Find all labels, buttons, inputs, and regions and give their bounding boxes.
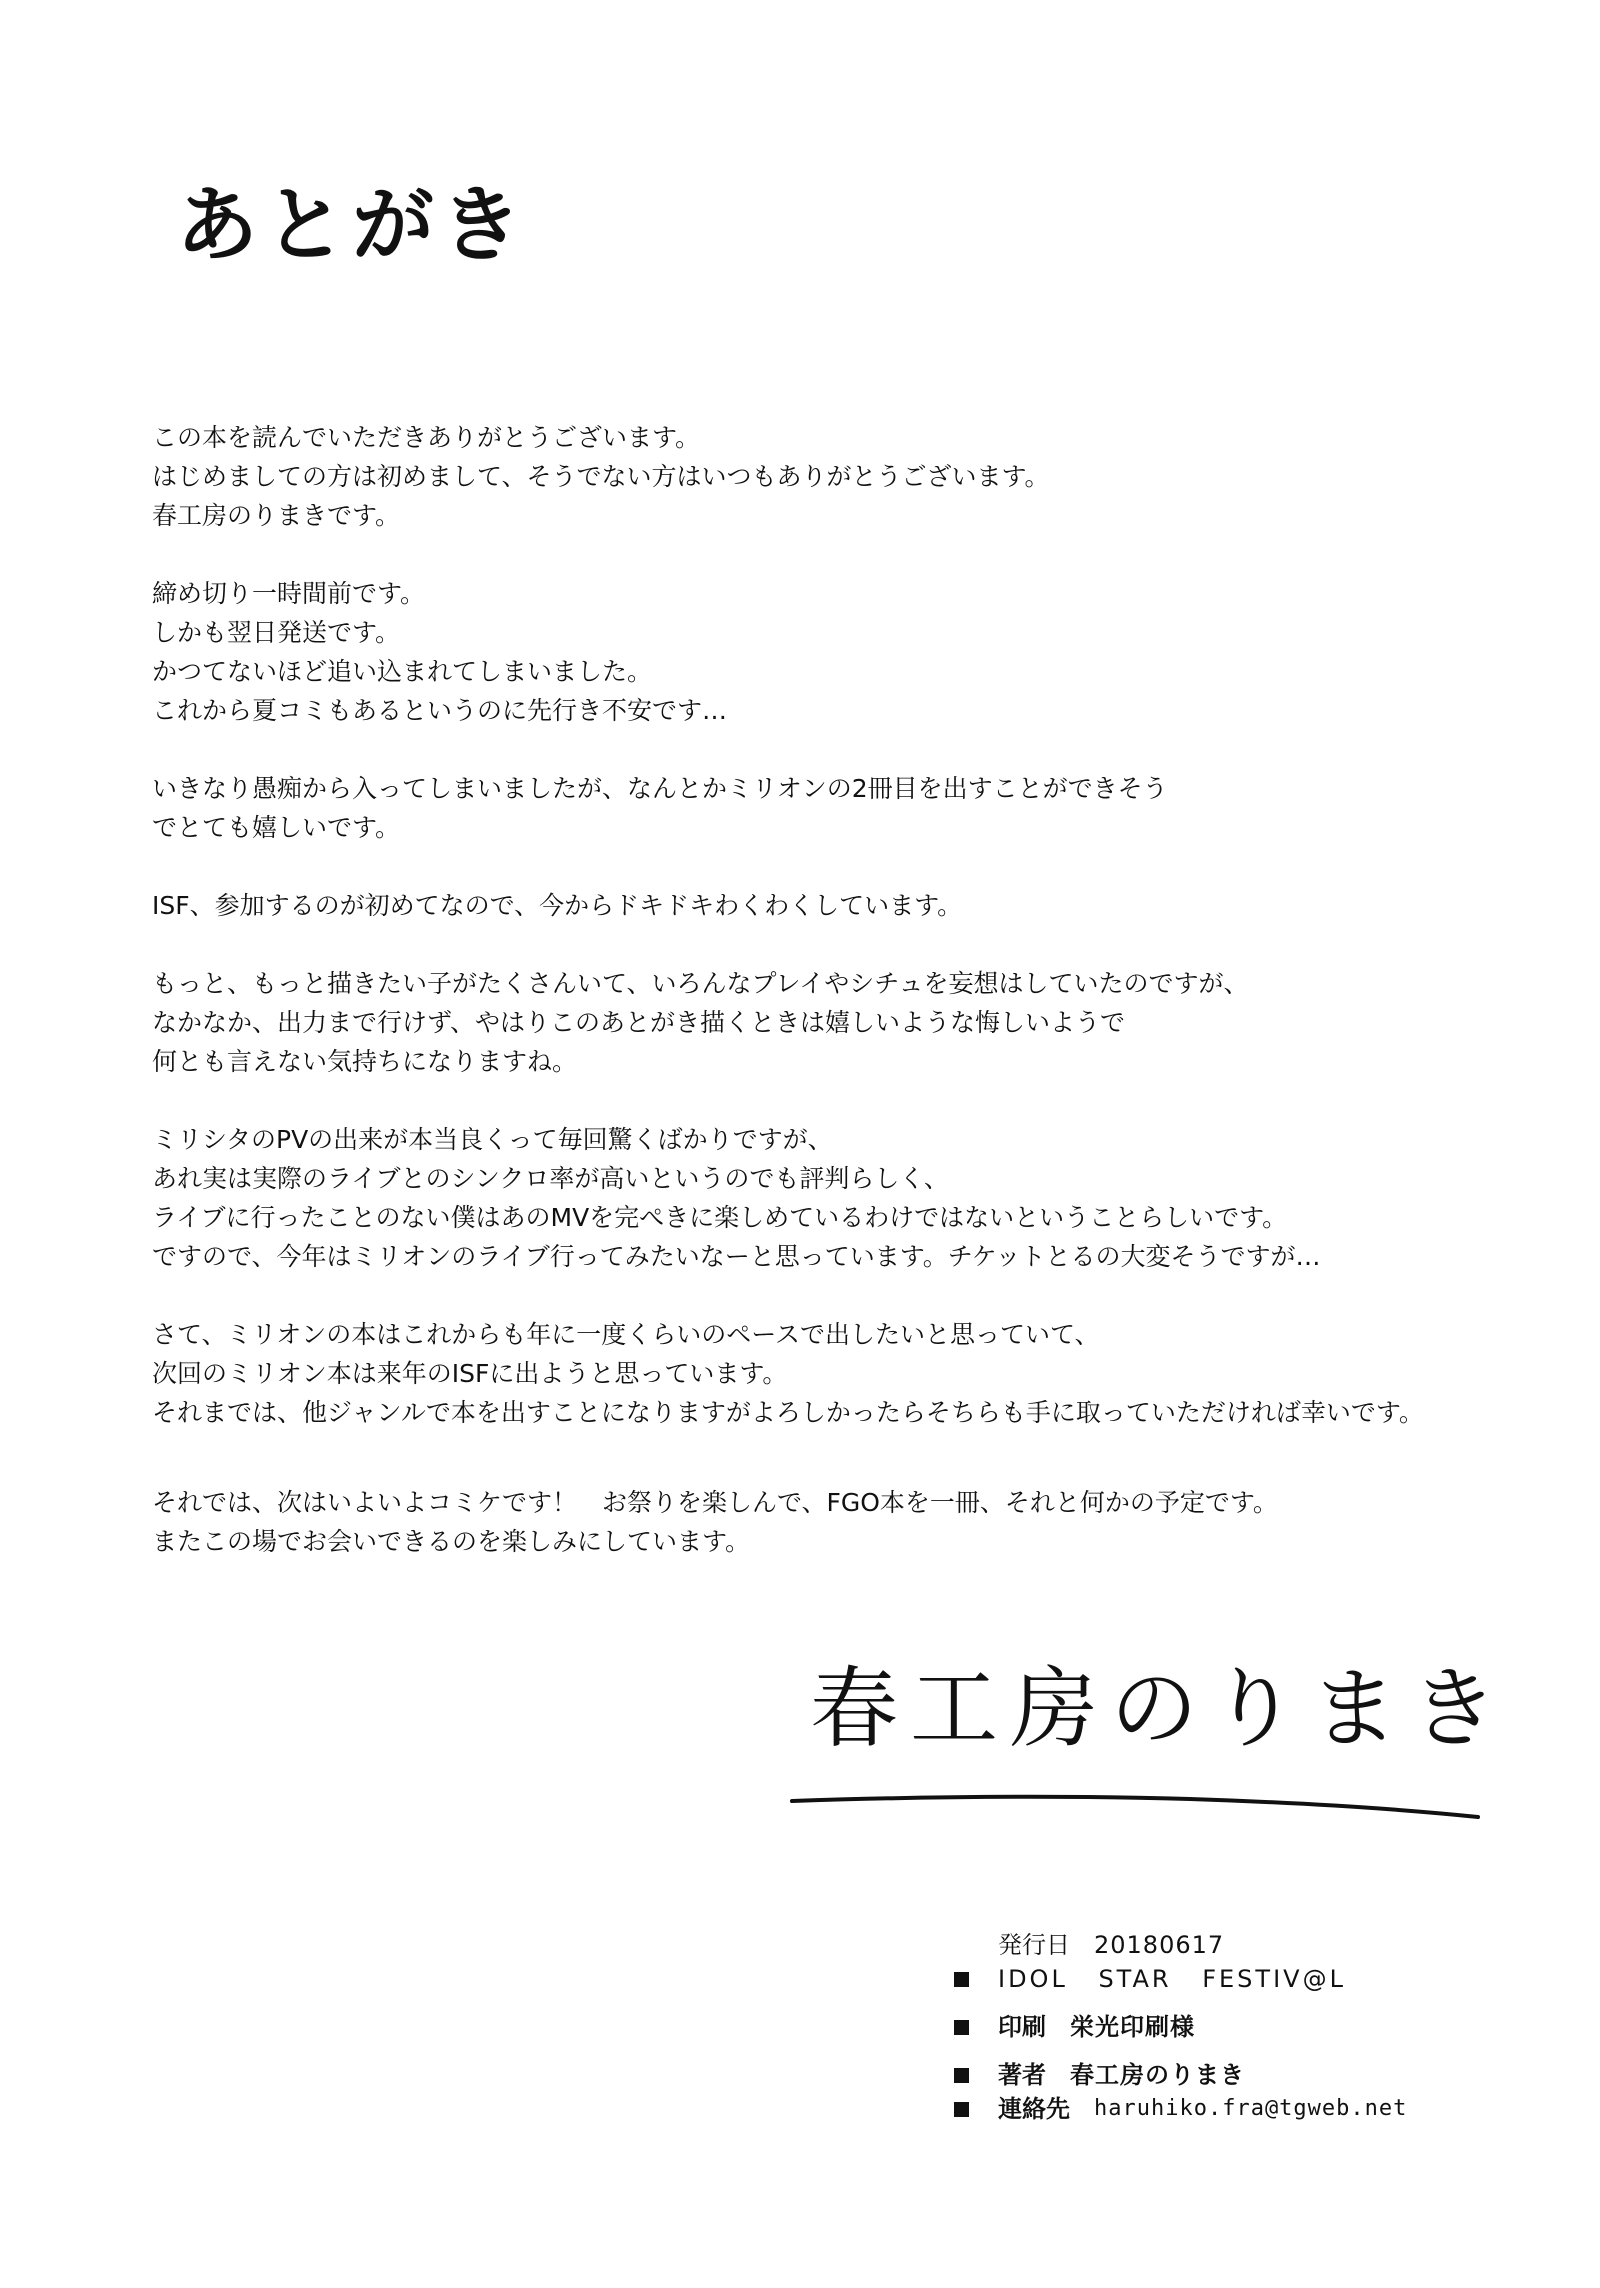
text-line: はじめましての方は初めまして、そうでない方はいつもありがとうございます。 [152,462,1050,491]
print-label: 印刷 [998,2013,1046,2041]
colophon-contact-row [954,2092,1407,2126]
paragraph-next-plans [152,1315,1552,1432]
text-line: 何とも言えない気持ちになりますね。 [152,1047,578,1076]
text-line: しかも翌日発送です。 [152,618,401,647]
text-line: でとても嬉しいです。 [152,813,401,842]
text-line: ISF、参加するのが初めてなので、今からドキドキわくわくしています。 [152,891,963,920]
event-name: IDOL STAR FESTIV@L [998,1965,1346,1993]
closing-paragraph [152,1483,1552,1561]
text-line: もっと、もっと描きたい子がたくさんいて、いろんなプレイやシチュを妄想はしていたのですが、 [152,969,1249,998]
colophon-author-row [954,2058,1407,2092]
colophon-date-row [954,1928,1407,1962]
text-line: さて、ミリオンの本はこれからも年に一度くらいのペースで出したいと思っていて、 [152,1320,1100,1349]
text-line: これから夏コミもあるというのに先行き不安です… [152,696,728,725]
colophon-print-row [954,2010,1407,2044]
signature-underline [790,1783,1480,1823]
text-line: 春工房のりまきです。 [152,501,401,530]
text-line: なかなか、出力まで行けず、やはりこのあとがき描くときは嬉しいような悔しいようで [152,1008,1126,1037]
bullet-square-icon [954,1972,969,1987]
bullet-square-icon [954,2020,969,2035]
bullet-square-icon [954,2068,969,2083]
text-line: あれ実は実際のライブとのシンクロ率が高いというのでも評判らしく、 [152,1164,949,1193]
text-line: ライブに行ったことのない僕はあのMVを完ぺきに楽しめているわけではないということらしいです。 [152,1203,1288,1232]
paragraph-greeting [152,418,1552,535]
text-line: 締め切り一時間前です。 [152,579,426,608]
paragraph-wishes [152,964,1552,1081]
text-line: いきなり愚痴から入ってしまいましたが、なんとかミリオンの2冊目を出すことができそう [152,774,1168,803]
date-value: 20180617 [1094,1931,1225,1959]
colophon-event-row [954,1962,1407,1996]
handwritten-signature [790,1657,1511,1835]
author-value: 春工房のりまき [1070,2061,1245,2089]
text-line: かつてないほど追い込まれてしまいました。 [152,657,653,686]
text-line: それでは、次はいよいよコミケです！ お祭りを楽しんで、FGO本を一冊、それと何かの予定です。 [152,1488,1278,1517]
text-line: 次回のミリオン本は来年のISFに出ようと思っています。 [152,1359,788,1388]
paragraph-live [152,1120,1552,1276]
colophon [954,1928,1407,2126]
contact-label: 連絡先 [998,2095,1070,2123]
text-line: それまでは、他ジャンルで本を出すことになりますがよろしかったらそちらも手に取っていただければ幸いです。 [152,1398,1424,1427]
bullet-square-icon [954,2102,969,2117]
paragraph-deadline [152,574,1552,730]
paragraph-second-book [152,769,1552,847]
text-line: ミリシタのPVの出来が本当良くって毎回驚くばかりですが、 [152,1125,833,1154]
signature-text: 春工房のりまき [810,1657,1511,1760]
contact-value: haruhiko.fra@tgweb.net [1094,2096,1408,2121]
paragraph-isf [152,886,1552,925]
page-title: あとがき [176,178,529,273]
author-label: 著者 [998,2061,1046,2089]
text-line: またこの場でお会いできるのを楽しみにしています。 [152,1527,751,1556]
print-value: 栄光印刷様 [1070,2013,1195,2041]
text-line: ですので、今年はミリオンのライブ行ってみたいなーと思っています。チケットとるの大変そうですが… [152,1242,1321,1271]
afterword-body [152,418,1552,1471]
date-label: 発行日 [998,1931,1070,1959]
text-line: この本を読んでいただきありがとうございます。 [152,423,701,452]
